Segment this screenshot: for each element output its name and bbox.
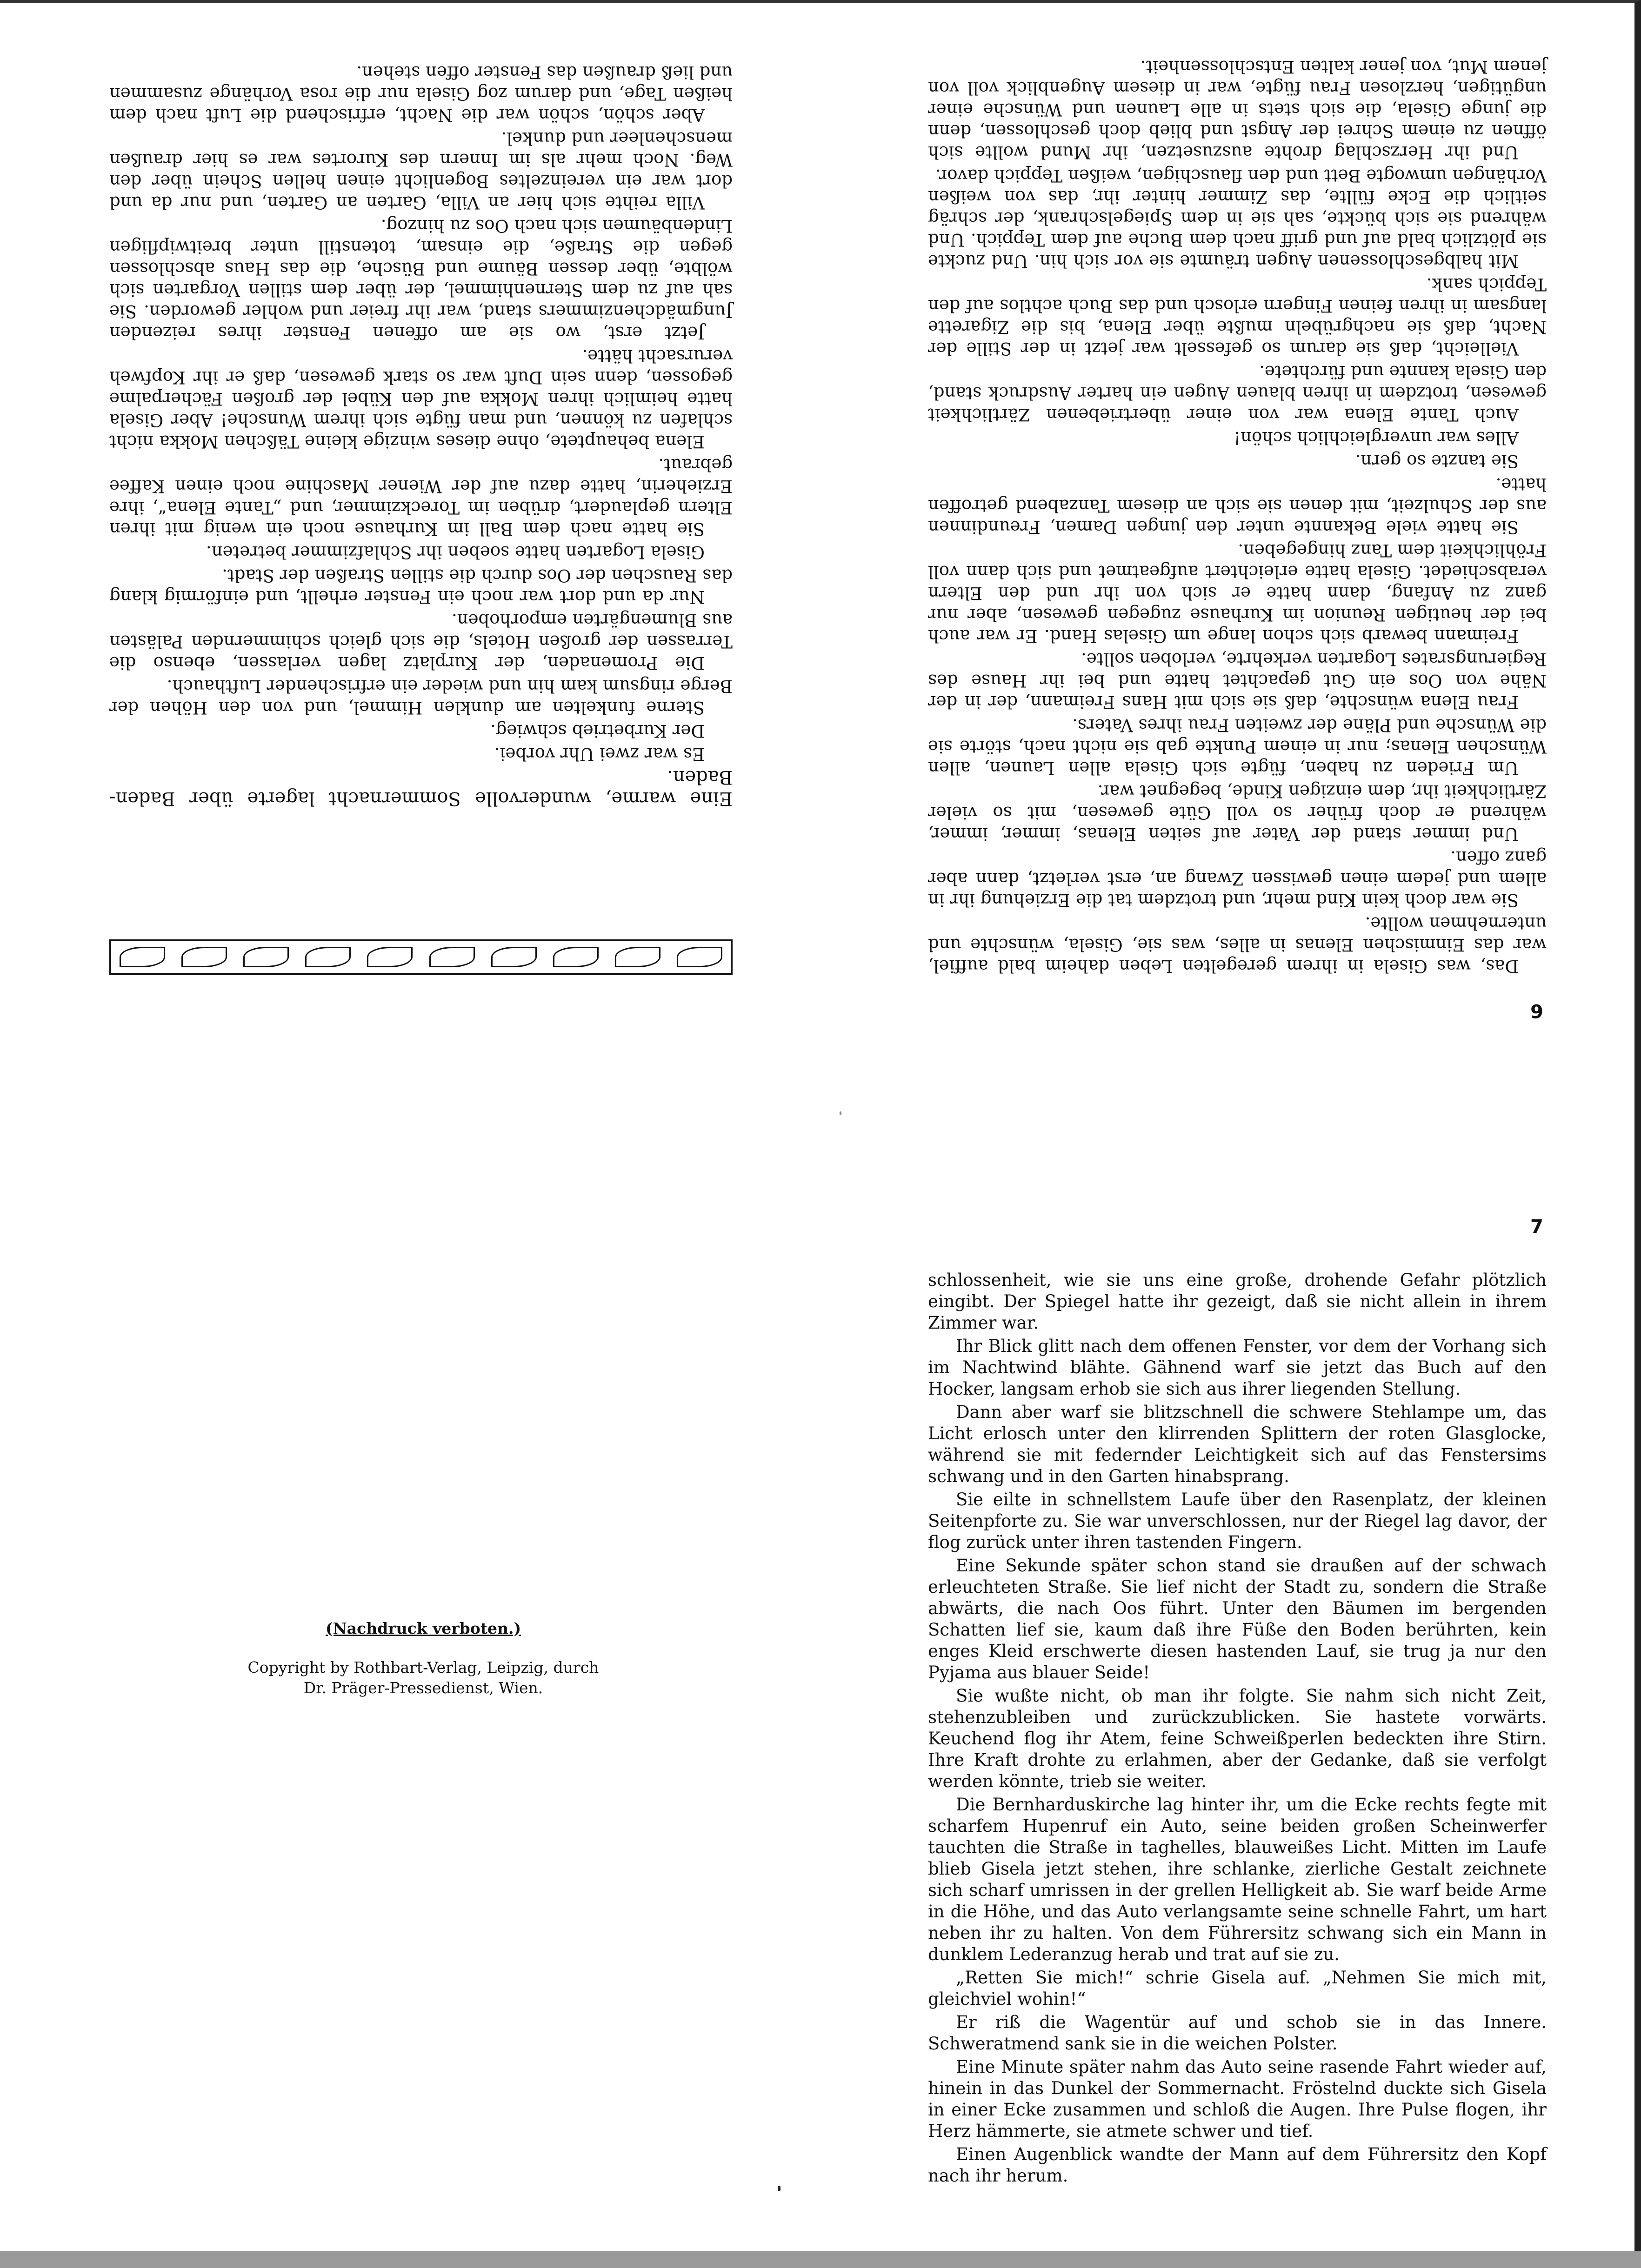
copyright-line: Dr. Präger-Pressedienst, Wien. xyxy=(303,1679,543,1697)
paragraph: schlossenheit, wie sie uns eine große, drohende Gefahr plötzlich eingibt. Der Spiegel hatte ihr gezeigt, daß sie nicht allein in ihrem Zimmer war. xyxy=(928,1270,1547,1333)
paragraph: Sterne funkelten am dunklen Himmel, und von den Höhen der Berge ringsum kam hin und wieder ein erfrischender Lufthauch. xyxy=(109,676,733,718)
paragraph: Eine Sekunde später schon stand sie draußen auf der schwach erleuchteten Straße. Sie lief nicht der Stadt zu, sondern die Straße abwärts, die nach Oos führt. Unter den Bäumen im bergenden Schatten lief sie, kaum daß ihre Füße den Boden berührten, kein enges Kleid erschwerte diesen hastenden Lauf, sie trug ja nur den Pyjama aus blauer Seide! xyxy=(928,1556,1547,1683)
paragraph: Mit halbgeschlossenen Augen träumte sie vor sich hin. Und zuckte sie plötzlich bald auf und griff nach dem Buche auf dem Teppich. Und während sie sich bückte, sah sie in dem Spiegelschrank, der schräg seitlich die Ecke füllte, das Zimmer hinter ihr, das von weißen Vorhängen umwogte Bett und den flauschigen, weißen Teppich davor. xyxy=(928,166,1547,271)
paragraph: Elena behauptete, ohne dieses winzige kleine Täßchen Mokka nicht schlafen zu können, und man fügte sich ihrem Wunsche! Aber Gisela hatte heimlich ihren Mokka auf den Kübel der großen Fächerpalme gegossen, denn sein Duft war so stark gewesen, daß er ihr Kopfweh verursacht hätte. xyxy=(109,346,733,452)
paragraph: Frau Elena wünschte, daß sie sich mit Hans Freimann, der in der Nähe von Oos ein Gut gepachtet hatte und bei ihr Hause des Regierungsrates Logarten verkehrte, verloben sollte. xyxy=(928,649,1547,712)
paragraph: Das, was Gisela in ihrem geregelten Leben daheim bald auffiel, war das Einmischen Elenas in alles, was sie, Gisela, wünschte und unternehmen wollte. xyxy=(928,913,1547,976)
page-number: 7 xyxy=(1530,1216,1543,1237)
paragraph: Die Promenaden, der Kurplatz lagen verlassen, ebenso die Terrassen der großen Hotels, die sich gleich schimmernden Palästen aus Blumengärten emporhoben. xyxy=(109,610,733,673)
paragraph: Der Kurbetrieb schwieg. xyxy=(490,721,705,741)
paragraph: Auch Tante Elena war von einer übertriebenen Zärtlichkeit gewesen, trotzdem in ihren blauen Augen ein harter Ausdruck stand, den Gisela kannte und fürchtete. xyxy=(928,362,1547,425)
paragraph: Jetzt erst, wo sie am offenen Fenster ihres reizenden Jungmädchenzimmers stand, war ihr freier und wohler geworden. Sie sah auf zu dem Sternenhimmel, der über dem stillen Vorgarten sich wölbte, über dessen Bäume und Büsche, die das Haus abschlossen gegen die Straße, die einsam, totenstill unter breitwipfligen Lindenbäumen sich nach Oos zu hinzog. xyxy=(109,216,733,343)
paragraph: Sie eilte in schnellstem Laufe über den Rasenplatz, der kleinen Seitenpforte zu. Sie war unverschlossen, nur der Riegel lag davor, der flog zurück unter ihren tastenden Fingern. xyxy=(928,1490,1547,1552)
leaf-ornament-icon xyxy=(491,947,537,967)
paragraph: Es war zwei Uhr vorbei. xyxy=(494,744,705,764)
paragraph: Sie war doch kein Kind mehr, und trotzdem tat die Erziehung ihr in allem und jedem einen gewissen Zwang an, erst verletzt, dann aber ganz offen. xyxy=(928,847,1547,910)
leaf-ornament-icon xyxy=(181,947,227,967)
paragraph: Sie hatte viele Bekannte unter den jungen Damen, Freundinnen aus der Schulzeit, mit denen sie sich an diesem Tanzabend getroffen hatte. xyxy=(928,474,1547,537)
leaf-ornament-icon xyxy=(243,947,289,967)
paragraph: Freimann bewarb sich schon lange um Giselas Hand. Er war auch bei der heutigen Reunion im Kurhause zugegen gewesen, aber nur ganz zu Anfang, dann hatte er sich von ihr und den Eltern verabschiedet. Gisela hatte erleichtert aufgeatmet und sich dann voll Fröhlichkeit dem Tanz hingegeben. xyxy=(928,540,1547,646)
paragraph: Und ihr Herzschlag drohte auszusetzen, ihr Mund wollte sich öffnen zu einem Schrei der Angst und blieb doch geschlossen, denn die junge Gisela, die sich stets in alle Launen und Wünsche einer ungütigen, herzlosen Frau fügte, war in diesem Augenblick voll von jenem Mut, von jener kalten Entschlossenheit. xyxy=(928,57,1547,162)
leaf-ornament-icon xyxy=(677,947,722,967)
story-opening: Eine warme, wundervolle Sommernacht lagerte über Baden-Baden. xyxy=(109,766,733,809)
paragraph: Eine Minute später nahm das Auto seine rasende Fahrt wieder auf, hinein in das Dunkel der Sommernacht. Fröstelnd duckte sich Gisela in einer Ecke zusammen und schloß die Augen. Ihre Pulse flogen, ihr Herz hämmerte, sie atmete schwer und tief. xyxy=(928,2057,1547,2141)
paragraph: Nur da und dort war noch ein Fenster erhellt, und einförmig klang das Rauschen der Oos durch die stillen Straßen der Stadt. xyxy=(109,565,733,607)
ornamental-border xyxy=(109,939,733,975)
paragraph: Villa reihte sich hier an Villa, Garten an Garten, und nur da und dort war ein vereinzeltes Bogenlicht einen hellen Schein über den Weg. Noch mehr als im Innern des Kurortes war es hier draußen menschenleer und dunkel. xyxy=(109,128,733,213)
leaf-ornament-icon xyxy=(615,947,660,967)
leaf-ornament-icon xyxy=(120,947,165,967)
paragraph: Aber schön, schön war die Nacht, erfrischend die Luft nach dem heißen Tage, und darum zog Gisela nur die rosa Vorhänge zusammen und ließ draußen das Fenster offen stehen. xyxy=(109,62,733,125)
paragraph: Um Frieden zu haben, fügte sich Gisela allen Launen, allen Wünschen Elenas; nur in einem Punkte gab sie nicht nach, störte sie die Wünsche und Pläne der zweiten Frau ihres Vaters. xyxy=(928,715,1547,778)
leaf-ornament-icon xyxy=(553,947,599,967)
paragraph: Sie wußte nicht, ob man ihr folgte. Sie nahm sich nicht Zeit, stehenzubleiben und zurückzublicken. Sie hastete vorwärts. Keuchend flog ihr Atem, feine Schweißperlen bedeckten ihre Stirn. Ihre Kraft drohte zu erlahmen, aber der Gedanke, daß sie verfolgt werden könnte, trieb sie weiter. xyxy=(928,1686,1547,1791)
paragraph: „Retten Sie mich!“ schrie Gisela auf. „Nehmen Sie mich mit, gleichviel wohin!“ xyxy=(928,1968,1547,2009)
paragraph: Vielleicht, daß sie darum so gefesselt war jetzt in der Stille der Nacht, daß sie nachgrübeln mußte über Elena, bis die Zigarette langsam in ihren feinen Fingern erlosch und das Buch achtlos auf den Teppich sank. xyxy=(928,274,1547,359)
paragraph: Alles war unvergleichlich schön! xyxy=(1234,428,1519,448)
leaf-ornament-icon xyxy=(367,947,413,967)
paragraph: Einen Augenblick wandte der Mann auf dem Führersitz den Kopf nach ihr herum. xyxy=(928,2144,1547,2186)
paragraph: Ihr Blick glitt nach dem offenen Fenster, vor dem der Vorhang sich im Nachtwind blähte. Gähnend warf sie jetzt das Buch auf den Hocker, langsam erhob sie sich aus ihrer liegenden Stellung. xyxy=(928,1336,1547,1399)
paragraph: Sie tanzte so gern. xyxy=(1355,451,1519,471)
credits-block xyxy=(205,1618,642,1698)
reprint-notice: (Nachdruck verboten.) xyxy=(325,1619,521,1637)
paragraph: Und immer stand der Vater auf seiten Elenas, immer, immer, während er doch früher so voll Güte gewesen, mit so vieler Zärtlichkeit ihr, dem einzigen Kinde, begegnet war. xyxy=(928,781,1547,844)
column-top-left xyxy=(109,62,733,809)
paragraph: Sie hatte nach dem Ball im Kurhause noch ein wenig mit ihren Eltern geplaudert, drüben im Toreckzimmer, und „Tante Elena“, ihre Erzieherin, hatte dazu auf der Wiener Maschine noch einen Kaffee gebraut. xyxy=(109,455,733,539)
scan-bottom-strip xyxy=(0,2251,1641,2268)
paragraph: Er riß die Wagentür auf und schob sie in das Innere. Schweratmend sank sie in die weichen Polster. xyxy=(928,2012,1547,2054)
scan-speck xyxy=(840,1111,841,1115)
column-bottom-right xyxy=(928,1270,1547,2186)
paragraph: Dann aber warf sie blitzschnell die schwere Stehlampe um, das Licht erlosch unter den klirrenden Splittern der roten Glasglocke, während sie mit federnder Leichtigkeit sich auf das Fenstersims schwang und in den Garten hinabsprang. xyxy=(928,1402,1547,1486)
page-number: 6 xyxy=(1530,1000,1543,1021)
paragraph: Die Bernharduskirche lag hinter ihr, um die Ecke rechts fegte mit scharfem Hupenruf ein Auto, seine beiden großen Scheinwerfer tauchten die Straße in taghelles, blauweißes Licht. Mitten im Laufe blieb Gisela jetzt stehen, ihre schlanke, zierliche Gestalt zeichnete sich scharf umrissen in der grellen Helligkeit ab. Sie warf beide Arme in die Höhe, und das Auto verlangsamte seine schnelle Fahrt, um hart neben ihr zu halten. Von dem Führersitz schwang sich ein Mann in dunklem Lederanzug herab und trat auf sie zu. xyxy=(928,1795,1547,1964)
column-top-right xyxy=(928,57,1547,977)
copyright-line: Copyright by Rothbart-Verlag, Leipzig, durch xyxy=(247,1658,599,1676)
leaf-ornament-icon xyxy=(305,947,351,967)
leaf-ornament-icon xyxy=(429,947,475,967)
scan-speck xyxy=(778,2186,780,2191)
paragraph: Gisela Logarten hatte soeben ihr Schlafzimmer betreten. xyxy=(206,542,705,562)
